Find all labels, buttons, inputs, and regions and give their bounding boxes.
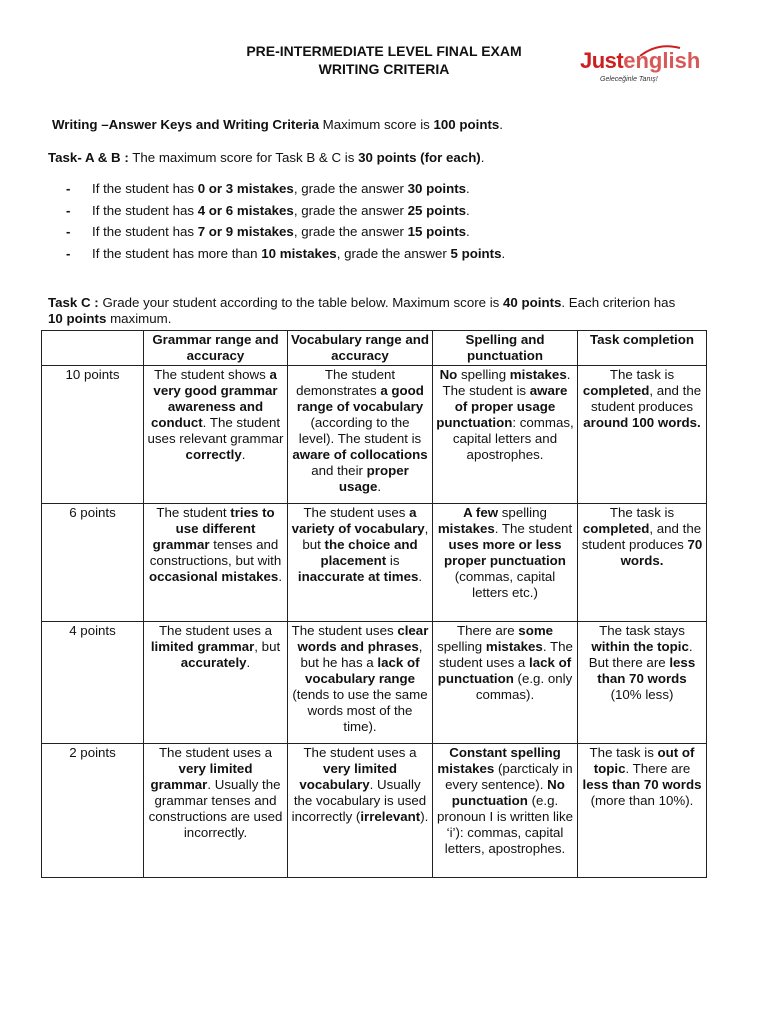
intro-label: Writing –Answer Keys and Writing Criteria (52, 117, 319, 132)
vocab-criteria-cell: The student uses clear words and phrases, but he has a lack of vocabulary range (tends to use the same words most of the time). (288, 622, 433, 744)
task-c-label: Task C : (48, 295, 99, 310)
grading-rules-list (62, 181, 505, 267)
spelling-criteria-cell: There are some spelling mistakes. The student uses a lack of punctuation (e.g. only commas). (433, 622, 578, 744)
task-ab-text: The maximum score for Task B & C is (128, 150, 359, 165)
task-criteria-cell: The task is completed, and the student produces around 100 words. (578, 366, 707, 504)
task-criteria-cell: The task is out of topic. There are less than 70 words (more than 10%). (578, 744, 707, 878)
intro-text: Maximum score is (318, 117, 434, 132)
points-cell: 6 points (42, 504, 144, 622)
rule-item: - If the student has 0 or 3 mistakes, grade the answer 30 points. (66, 181, 470, 196)
spelling-criteria-cell: Constant spelling mistakes (parcticaly in every sentence). No punctuation (e.g. pronoun I is written like ‘i’): commas, capital letters, apostrophes. (433, 744, 578, 878)
grammar-criteria-cell: The student tries to use different grammar tenses and constructions, but with occasional mistakes. (144, 504, 288, 622)
header-cell: Grammar range and accuracy (144, 331, 288, 366)
points-cell: 2 points (42, 744, 144, 878)
task-ab-score: 30 points (for each) (358, 150, 481, 165)
spelling-criteria-cell: No spelling mistakes. The student is aware of proper usage punctuation: commas, capital letters and apostrophes. (433, 366, 578, 504)
task-ab-end: . (480, 150, 485, 165)
points-cell: 10 points (42, 366, 144, 504)
writing-criteria-table (41, 330, 707, 878)
intro-line (52, 117, 503, 133)
rule-item: - If the student has 4 or 6 mistakes, grade the answer 25 points. (66, 202, 470, 218)
vocab-criteria-cell: The student demonstrates a good range of vocabulary (according to the level). The student is aware of collocations and their proper usage. (288, 366, 433, 504)
table-header-row (42, 331, 707, 366)
logo-just: Just (580, 48, 624, 73)
task-criteria-cell: The task stays within the topic. But there are less than 70 words (10% less) (578, 622, 707, 744)
table-row (42, 366, 707, 504)
spelling-criteria-cell: A few spelling mistakes. The student uses more or less proper punctuation (commas, capital letters etc.) (433, 504, 578, 622)
task-ab-line (48, 150, 484, 166)
table-row (42, 744, 707, 878)
header-cell (42, 331, 144, 366)
vocab-criteria-cell: The student uses a variety of vocabulary, but the choice and placement is inaccurate at times. (288, 504, 433, 622)
logo-tagline: Geleceğinle Tanış! (600, 76, 658, 83)
task-ab-label: Task- A & B : (48, 150, 129, 165)
intro-score: 100 points (433, 117, 500, 132)
vocab-criteria-cell: The student uses a very limited vocabulary. Usually the vocabulary is used incorrectly (irrelevant). (288, 744, 433, 878)
logo-english: english (623, 48, 701, 73)
header-cell: Spelling and punctuation (433, 331, 578, 366)
logo-swoosh-icon (638, 44, 682, 58)
task-c-score: 40 points (503, 295, 562, 310)
title-line-2: WRITING CRITERIA (318, 61, 450, 77)
justenglish-logo (580, 48, 700, 94)
header-cell: Vocabulary range and accuracy (288, 331, 433, 366)
grammar-criteria-cell: The student shows a very good grammar awareness and conduct. The student uses relevant grammar correctly. (144, 366, 288, 504)
intro-end: . (499, 117, 503, 132)
rule-item: - If the student has more than 10 mistakes, grade the answer 5 points. (66, 245, 506, 261)
title-line-1: PRE-INTERMEDIATE LEVEL FINAL EXAM (246, 43, 522, 59)
grammar-criteria-cell: The student uses a limited grammar, but accurately. (144, 622, 288, 744)
grammar-criteria-cell: The student uses a very limited grammar. Usually the grammar tenses and constructions are used incorrectly. (144, 744, 288, 878)
table-row (42, 504, 707, 622)
task-c-paragraph: Task C : Grade your student according to the table below. Maximum score is 40 points. Each criterion has 10 points maximum. (48, 295, 676, 326)
task-criteria-cell: The task is completed, and the student produces 70 words. (578, 504, 707, 622)
table-row (42, 622, 707, 744)
header-cell: Task completion (578, 331, 707, 366)
rule-item: - If the student has 7 or 9 mistakes, grade the answer 15 points. (66, 224, 470, 239)
points-cell: 4 points (42, 622, 144, 744)
